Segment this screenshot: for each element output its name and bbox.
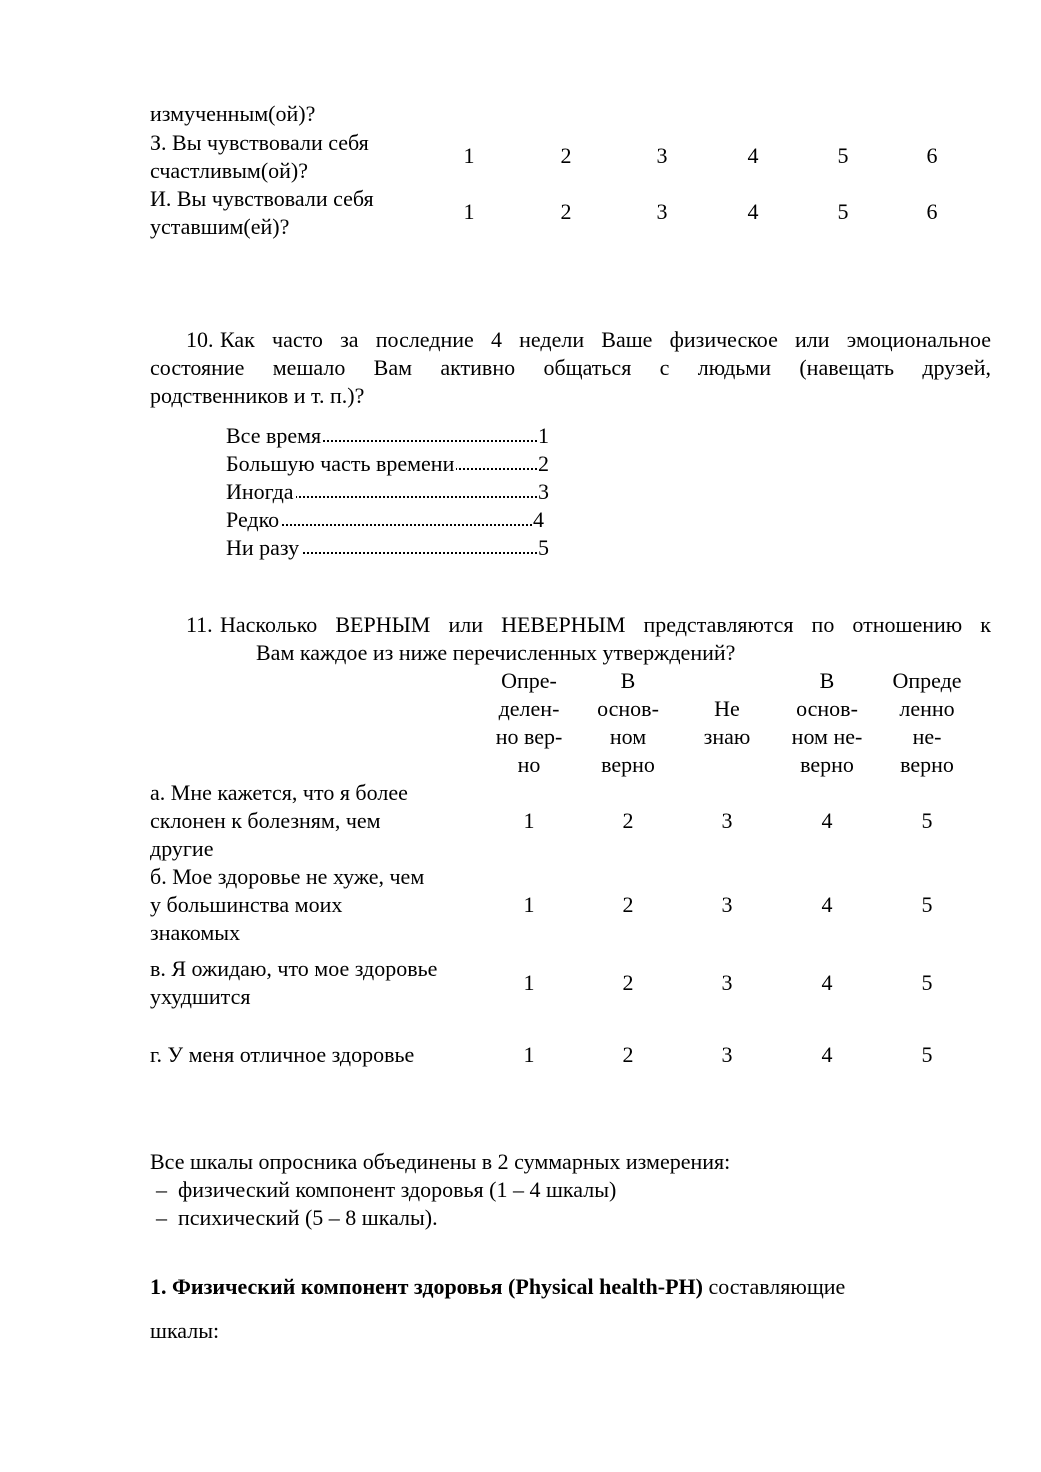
summary-bullet: – физический компонент здоровья (1 – 4 шкалы): [156, 1177, 617, 1202]
section-heading: [150, 1273, 845, 1301]
answer-option[interactable]: 1: [523, 1042, 535, 1067]
answer-option[interactable]: 5: [921, 808, 933, 833]
q9-item-label: счастливым(ой)?: [150, 158, 309, 183]
answer-option[interactable]: 4: [821, 970, 833, 995]
q9-item-label: И. Вы чувствовали себя: [150, 186, 374, 211]
section-heading-continuation: шкалы:: [150, 1318, 220, 1343]
answer-option[interactable]: 1: [463, 143, 475, 168]
answer-option[interactable]: 4: [821, 808, 833, 833]
answer-option-row[interactable]: [226, 478, 549, 506]
column-header: Опреде ленно не- верно: [892, 668, 962, 777]
answer-option[interactable]: 2: [560, 143, 572, 168]
section-heading-bold: 1. Физический компонент здоровья (Physical health-PH): [150, 1274, 703, 1299]
answer-option[interactable]: 1: [523, 892, 535, 917]
answer-option[interactable]: 2: [622, 1042, 634, 1067]
option-value: 3: [538, 479, 549, 504]
statement-label: в. Я ожидаю, что мое здоровье ухудшится: [150, 956, 438, 1009]
option-value: 2: [538, 451, 549, 476]
question-text: Вам каждое из ниже перечисленных утверждений?: [256, 640, 736, 665]
answer-option[interactable]: 5: [837, 143, 849, 168]
answer-option[interactable]: 4: [747, 143, 759, 168]
answer-option[interactable]: 2: [622, 808, 634, 833]
answer-option[interactable]: 5: [921, 1042, 933, 1067]
answer-option[interactable]: 4: [821, 892, 833, 917]
answer-option[interactable]: 2: [560, 199, 572, 224]
option-label: Все время: [226, 423, 322, 448]
answer-option-row[interactable]: [226, 506, 544, 534]
answer-option[interactable]: 3: [721, 970, 733, 995]
column-header: В основ- ном не- верно: [791, 668, 863, 777]
question-number: 10.: [186, 327, 214, 352]
question-number: 11.: [186, 612, 213, 637]
column-header: Не знаю: [703, 696, 751, 749]
q9-item-label: уставшим(ей)?: [150, 214, 290, 239]
answer-option[interactable]: 2: [622, 970, 634, 995]
question-text: родственников и т. п.)?: [150, 383, 365, 408]
answer-option[interactable]: 5: [921, 892, 933, 917]
option-value: 5: [538, 535, 549, 560]
q9-carry-line: измученным(ой)?: [150, 101, 316, 126]
answer-option[interactable]: 1: [523, 970, 535, 995]
answer-option[interactable]: 3: [721, 892, 733, 917]
option-value: 4: [533, 507, 544, 532]
statement-label: а. Мне кажется, что я более склонен к болезням, чем другие: [150, 780, 408, 861]
option-label: Редко: [226, 507, 280, 532]
answer-option[interactable]: 3: [721, 1042, 733, 1067]
answer-option[interactable]: 5: [837, 199, 849, 224]
question-text: Насколько ВЕРНЫМ или НЕВЕРНЫМ представляются по отношению к: [220, 612, 991, 637]
column-header: Опре- делен- но вер- но: [495, 668, 563, 777]
option-label: Ни разу: [226, 535, 300, 560]
answer-option-row[interactable]: [226, 422, 549, 450]
summary-bullet: – психический (5 – 8 шкалы).: [156, 1205, 438, 1230]
answer-option-row[interactable]: [226, 450, 549, 478]
answer-option[interactable]: 5: [921, 970, 933, 995]
answer-option[interactable]: 3: [656, 143, 668, 168]
answer-option-row[interactable]: [226, 534, 549, 562]
question-text: Как часто за последние 4 недели Ваше физическое или эмоциональное: [220, 327, 991, 352]
answer-option[interactable]: 1: [463, 199, 475, 224]
answer-option[interactable]: 2: [622, 892, 634, 917]
summary-intro: Все шкалы опросника объединены в 2 суммарных измерения:: [150, 1149, 731, 1174]
option-label: Иногда: [226, 479, 294, 504]
section-heading-rest: составляющие: [702, 1274, 846, 1299]
option-value: 1: [538, 423, 549, 448]
answer-option[interactable]: 3: [656, 199, 668, 224]
answer-option[interactable]: 4: [747, 199, 759, 224]
answer-option[interactable]: 6: [926, 143, 938, 168]
column-header: В основ- ном верно: [597, 668, 659, 777]
q9-item-label: З. Вы чувствовали себя: [150, 130, 369, 155]
answer-option[interactable]: 4: [821, 1042, 833, 1067]
statement-label: г. У меня отличное здоровье: [150, 1042, 415, 1067]
answer-option[interactable]: 1: [523, 808, 535, 833]
option-label: Большую часть времени: [226, 451, 455, 476]
question-text: состояние мешало Вам активно общаться с людьми (навещать друзей,: [150, 355, 991, 380]
statement-label: б. Мое здоровье не хуже, чем у большинства моих знакомых: [150, 864, 425, 945]
answer-option[interactable]: 3: [721, 808, 733, 833]
answer-option[interactable]: 6: [926, 199, 938, 224]
